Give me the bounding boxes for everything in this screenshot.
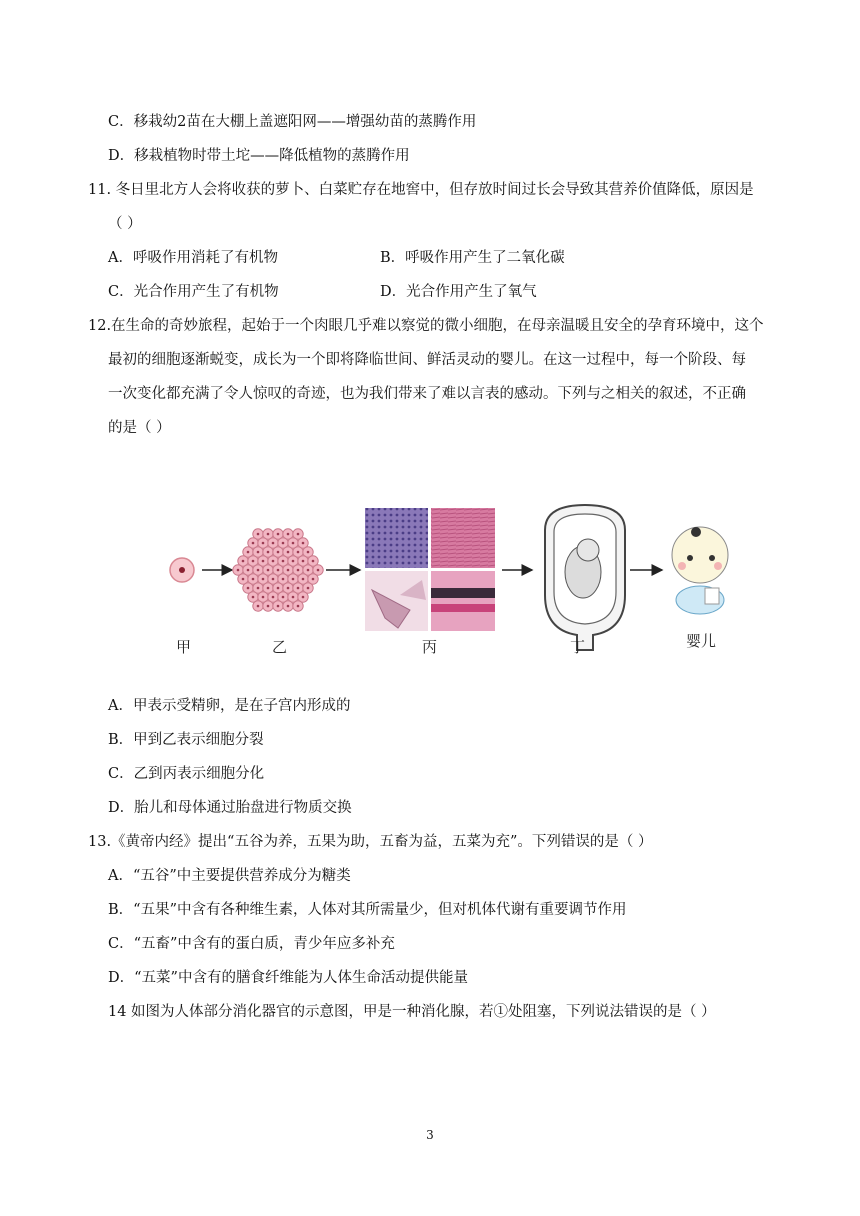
- cluster-cell-nucleus: [282, 578, 285, 581]
- cluster-cell-nucleus: [292, 578, 295, 581]
- cluster-cell-nucleus: [287, 569, 290, 572]
- cluster-cell-nucleus: [252, 542, 255, 545]
- q11-option-d: D．光合作用产生了氧气: [380, 284, 537, 300]
- q14-stem: 14 如图为人体部分消化器官的示意图，甲是一种消化腺，若①处阻塞，下列说法错误的是（ ）: [108, 1004, 716, 1020]
- cluster-cell-nucleus: [287, 605, 290, 608]
- label-bing: 丙: [422, 638, 438, 656]
- q12-option-d: D．胎儿和母体通过胎盘进行物质交换: [108, 800, 352, 816]
- cell-cluster: [233, 529, 323, 611]
- zygote-cell: [170, 558, 194, 582]
- cluster-cell-nucleus: [267, 533, 270, 536]
- cluster-cell-nucleus: [247, 551, 250, 554]
- cluster-cell-nucleus: [297, 533, 300, 536]
- cluster-cell-nucleus: [302, 578, 305, 581]
- cluster-cell-nucleus: [262, 596, 265, 599]
- cluster-cell-nucleus: [257, 533, 260, 536]
- label-jia: 甲: [176, 638, 192, 656]
- cluster-cell-nucleus: [307, 551, 310, 554]
- cluster-cell-nucleus: [272, 560, 275, 563]
- cluster-cell-nucleus: [262, 578, 265, 581]
- label-ding: 丁: [570, 638, 586, 656]
- cluster-cell-nucleus: [267, 587, 270, 590]
- cluster-cell-nucleus: [252, 578, 255, 581]
- cluster-cell-nucleus: [312, 560, 315, 563]
- cluster-cell-nucleus: [237, 569, 240, 572]
- cluster-cell-nucleus: [257, 569, 260, 572]
- cluster-cell-nucleus: [292, 542, 295, 545]
- cluster-cell-nucleus: [277, 551, 280, 554]
- cluster-cell-nucleus: [277, 605, 280, 608]
- cluster-cell-nucleus: [252, 560, 255, 563]
- q10-option-d: D．移栽植物时带土坨——降低植物的蒸腾作用: [108, 148, 410, 164]
- cluster-cell-nucleus: [247, 587, 250, 590]
- q10-option-c: C．移栽幼2苗在大棚上盖遮阳网——增强幼苗的蒸腾作用: [108, 114, 477, 130]
- cluster-cell-nucleus: [272, 596, 275, 599]
- q12-stem-line2: 最初的细胞逐渐蜕变，成长为一个即将降临世间、鲜活灵动的婴儿。在这一过程中，每一个阶段、每: [108, 352, 746, 368]
- q11-option-b: B．呼吸作用产生了二氧化碳: [380, 250, 565, 266]
- baby-illustration: [672, 527, 728, 614]
- cluster-cell-nucleus: [282, 596, 285, 599]
- q12-stem-line4: 的是（ ）: [108, 420, 171, 436]
- page-number: 3: [426, 1128, 434, 1142]
- label-yi: 乙: [272, 638, 288, 656]
- cluster-cell-nucleus: [302, 542, 305, 545]
- cluster-cell-nucleus: [287, 587, 290, 590]
- development-diagram: [160, 500, 740, 670]
- cluster-cell-nucleus: [302, 560, 305, 563]
- cluster-cell-nucleus: [262, 542, 265, 545]
- q11-answer-blank: （ ）: [108, 216, 142, 232]
- q13-stem: 13.《黄帝内经》提出“五谷为养，五果为助，五畜为益，五菜为充”。下列错误的是（ ）: [88, 834, 653, 850]
- cluster-cell-nucleus: [297, 605, 300, 608]
- q12-stem-line1: 12.在生命的奇妙旅程，起始于一个肉眼几乎难以察觉的微小细胞，在母亲温暖且安全的孕育环境中，这个: [88, 318, 764, 334]
- cluster-cell-nucleus: [282, 560, 285, 563]
- cluster-cell-nucleus: [267, 605, 270, 608]
- q13-option-b: B．“五果”中含有各种维生素，人体对其所需量少，但对机体代谢有重要调节作用: [108, 902, 627, 918]
- cluster-cell-nucleus: [267, 569, 270, 572]
- cluster-cell-nucleus: [307, 587, 310, 590]
- label-baby: 婴儿: [686, 632, 717, 650]
- cluster-cell-nucleus: [312, 578, 315, 581]
- cluster-cell-nucleus: [292, 560, 295, 563]
- cluster-cell-nucleus: [242, 578, 245, 581]
- q13-option-a: A．“五谷”中主要提供营养成分为糖类: [108, 868, 351, 884]
- q11-option-c: C．光合作用产生了有机物: [108, 284, 279, 300]
- cluster-cell-nucleus: [267, 551, 270, 554]
- cluster-cell-nucleus: [297, 551, 300, 554]
- cluster-cell-nucleus: [272, 542, 275, 545]
- cluster-cell-nucleus: [277, 569, 280, 572]
- cluster-cell-nucleus: [242, 560, 245, 563]
- cluster-cell-nucleus: [257, 605, 260, 608]
- cluster-cell-nucleus: [272, 578, 275, 581]
- q12-stem-line3: 一次变化都充满了令人惊叹的奇迹，也为我们带来了难以言表的感动。下列与之相关的叙述，不正确: [108, 386, 746, 402]
- cluster-cell-nucleus: [277, 533, 280, 536]
- cluster-cell-nucleus: [247, 569, 250, 572]
- cluster-cell-nucleus: [297, 569, 300, 572]
- cluster-cell-nucleus: [262, 560, 265, 563]
- fetus-in-uterus: [545, 505, 625, 650]
- q13-option-d: D．“五菜”中含有的膳食纤维能为人体生命活动提供能量: [108, 970, 468, 986]
- cluster-cell-nucleus: [277, 587, 280, 590]
- q12-option-a: A．甲表示受精卵，是在子宫内形成的: [108, 698, 351, 714]
- cluster-cell-nucleus: [287, 551, 290, 554]
- cluster-cell-nucleus: [252, 596, 255, 599]
- q13-option-c: C．“五畜”中含有的蛋白质，青少年应多补充: [108, 936, 395, 952]
- q11-stem: 11. 冬日里北方人会将收获的萝卜、白菜贮存在地窖中，但存放时间过长会导致其营养价值降低，原因是: [88, 182, 754, 198]
- cluster-cell-nucleus: [287, 533, 290, 536]
- development-figure: [160, 500, 740, 670]
- cluster-cell-nucleus: [282, 542, 285, 545]
- tissues-panel: [365, 508, 495, 631]
- cluster-cell-nucleus: [302, 596, 305, 599]
- cluster-cell-nucleus: [317, 569, 320, 572]
- cluster-cell-nucleus: [257, 551, 260, 554]
- q12-option-b: B．甲到乙表示细胞分裂: [108, 732, 264, 748]
- cluster-cell-nucleus: [292, 596, 295, 599]
- cluster-cell-nucleus: [297, 587, 300, 590]
- q11-option-a: A．呼吸作用消耗了有机物: [108, 250, 278, 266]
- q12-option-c: C．乙到丙表示细胞分化: [108, 766, 265, 782]
- cluster-cell-nucleus: [257, 587, 260, 590]
- cluster-cell-nucleus: [307, 569, 310, 572]
